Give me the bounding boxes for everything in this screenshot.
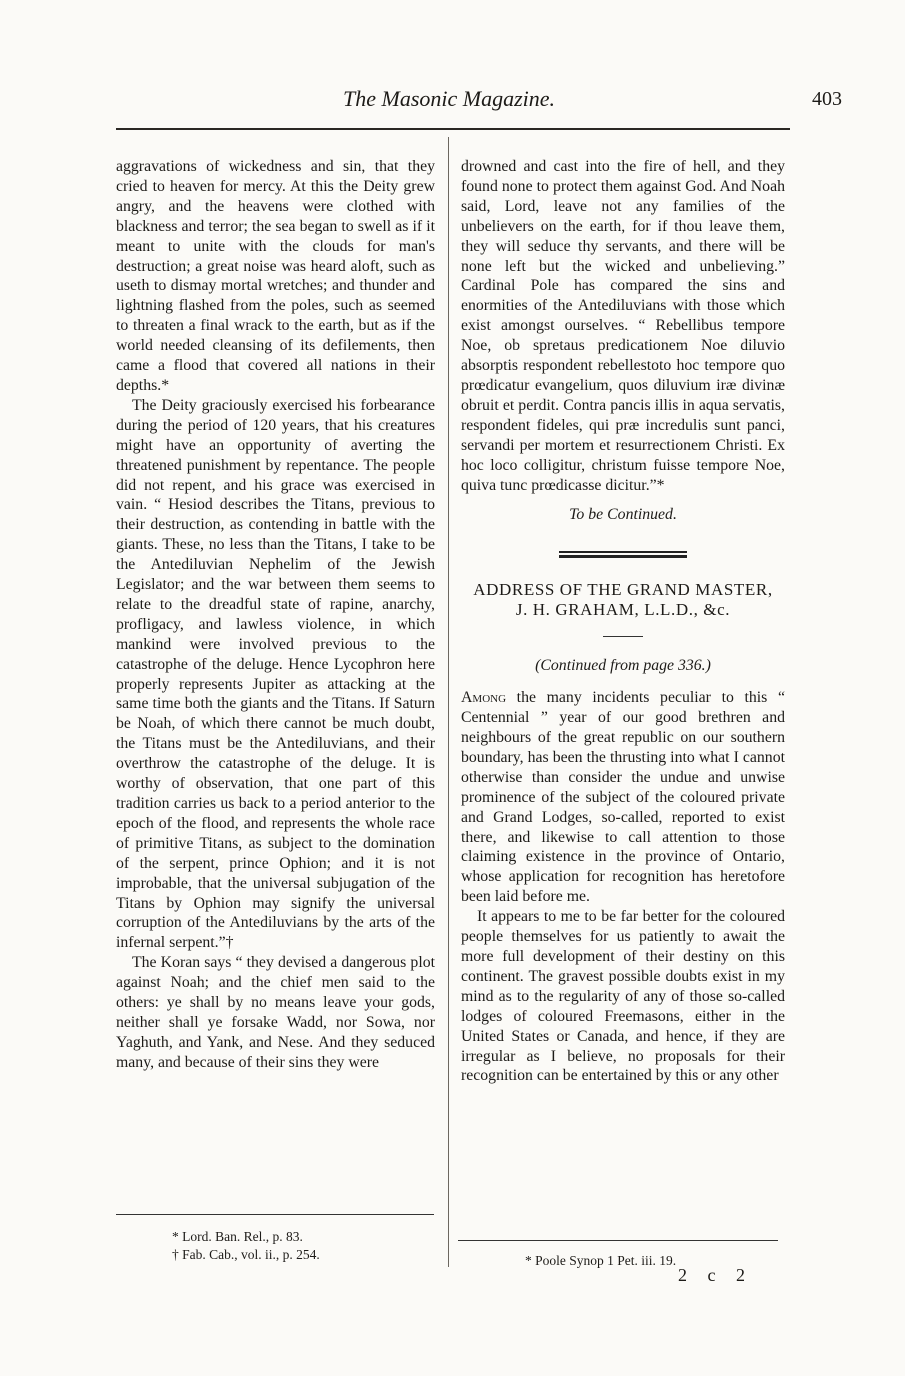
left-column	[116, 157, 435, 1073]
section-divider	[559, 551, 687, 558]
footnote-1: * Lord. Ban. Rel., p. 83.	[172, 1229, 303, 1244]
paragraph-1: aggravations of wickedness and sin, that they cried to heaven for mercy. At this the Deity grew angry, and the heavens were clothed with blackness and terror; the sea began to swell as if it meant to unite with the clouds for man's destruction; a great noise was heard aloft, such as useth to dismay mortal wretches; and thunder and lightning flashed from the poles, such as seemed to threaten a final wrack to the earth, but as if the world needed cleansing of its defilements, then came a flood that covered all nations in their depths.*	[116, 158, 435, 394]
to-be-continued: To be Continued.	[569, 506, 677, 524]
drop-word: Among	[461, 689, 507, 707]
page-number: 403	[812, 88, 842, 110]
heading-line-2: J. H. GRAHAM, L.L.D., &c.	[515, 600, 731, 620]
footnotes-left	[172, 1228, 320, 1264]
header-rule	[116, 128, 790, 130]
article-heading	[461, 580, 785, 620]
signature-mark: 2 c 2	[678, 1265, 753, 1285]
footnote-2: † Fab. Cab., vol. ii., p. 254.	[172, 1247, 320, 1262]
page-header	[0, 86, 905, 122]
column-divider	[448, 137, 449, 1267]
running-title: The Masonic Magazine.	[343, 86, 556, 111]
article-paragraph-1-text: the many incidents peculiar to this “ Centennial ” year of our good brethren and neighbours of the great republic on our southern boundary, has been the thrusting into what I cannot otherwise than consider the undue and unwise prominence of the subject of the coloured private and Grand Lodges, so-called, reported to exist there, and likewise to call attention to those claiming existence in the province of Ontario, whose application for recognition has heretofore been laid before me.	[461, 689, 785, 906]
paragraph-2: The Deity graciously exercised his forbearance during the period of 120 years, that his creatures might have an opportunity of averting the threatened punishment by repentance. The people did not repent, and his grace was exercised in vain. “ Hesiod describes the Titans, previous to their destruction, as contending in battle with the giants. These, no less than the Titans, I take to be the Antediluvian Nephelim of the Jewish Legislator; and the war between them seems to relate to the dreadful state of rapine, anarchy, profligacy, and lawless violence, in which mankind were involved previous to the catastrophe of the deluge. Hence Lycophron here properly represents Jupiter as attacking at the same time both the giants and the Titans. If Saturn be Noah, of which there cannot be much doubt, the Titans must be the Antediluvians, and their overthrow the catastrophe of the deluge. It is worthy of observation, that one part of this tradition carries us back to a period anterior to the epoch of the flood, and represents the whole race of primitive Titans, as subject to the domination of the serpent, prince Ophion; and it is not improbable, that the universal subjugation of the Titans by Ophion may signify the universal corruption of the Antediluvians by the arts of the infernal serpent.”†	[116, 396, 435, 952]
paragraph-3: The Koran says “ they devised a dangerous plot against Noah; and the chief men said to the others: ye shall by no means leave your gods, neither shall ye forsake Wadd, nor Sowa, nor Yaghuth, and Yank, and Nese. And they seduced many, and because of their sins they were	[116, 954, 435, 1071]
heading-line-1: ADDRESS OF THE GRAND MASTER,	[473, 580, 773, 600]
footnote-rule-left	[116, 1214, 434, 1215]
article-paragraph-1	[461, 688, 785, 907]
footnote-rule-right	[458, 1240, 778, 1241]
footnote-right: * Poole Synop 1 Pet. iii. 19.	[525, 1253, 677, 1268]
short-rule	[603, 636, 643, 637]
right-column	[461, 157, 785, 1086]
continued-from: (Continued from page 336.)	[535, 657, 711, 675]
paragraph-continued: drowned and cast into the fire of hell, and they found none to protect them against God. And Noah said, Lord, leave not any families of the unbelievers on the earth, for if thou leave them, they will seduce thy servants, and there will be none left but the wicked and unbelieving.” Cardinal Pole has compared the sins and enormities of the Antediluvians with those which exist amongst ourselves. “ Rebellibus tempore Noe, ob spretaus predicationem Noe diluvio absorptis respondent rebellestoto hoc tempore quo prœdicatur evangelium, quos diluvium iræ divinæ obruit et perdit. Contra pancis illis in aqua servatis, respondent fideles, qui præ incredulis sunt panci, servandi per mortem et resurrectionem Christi. Ex hoc loco colligitur, christum fuisse tempore Noe, quiva tunc prœdicasse dicitur.”*	[461, 158, 785, 494]
article-paragraph-2: It appears to me to be far better for the coloured people themselves for us patiently to await the more full development of their destiny on this continent. The gravest possible doubts exist in my mind as to the regularity of any of those so-called lodges of coloured Freemasons, either in the United States or Canada, and hence, if they are irregular as I believe, no proposals for their recognition can be entertained by this or any other	[461, 908, 785, 1085]
